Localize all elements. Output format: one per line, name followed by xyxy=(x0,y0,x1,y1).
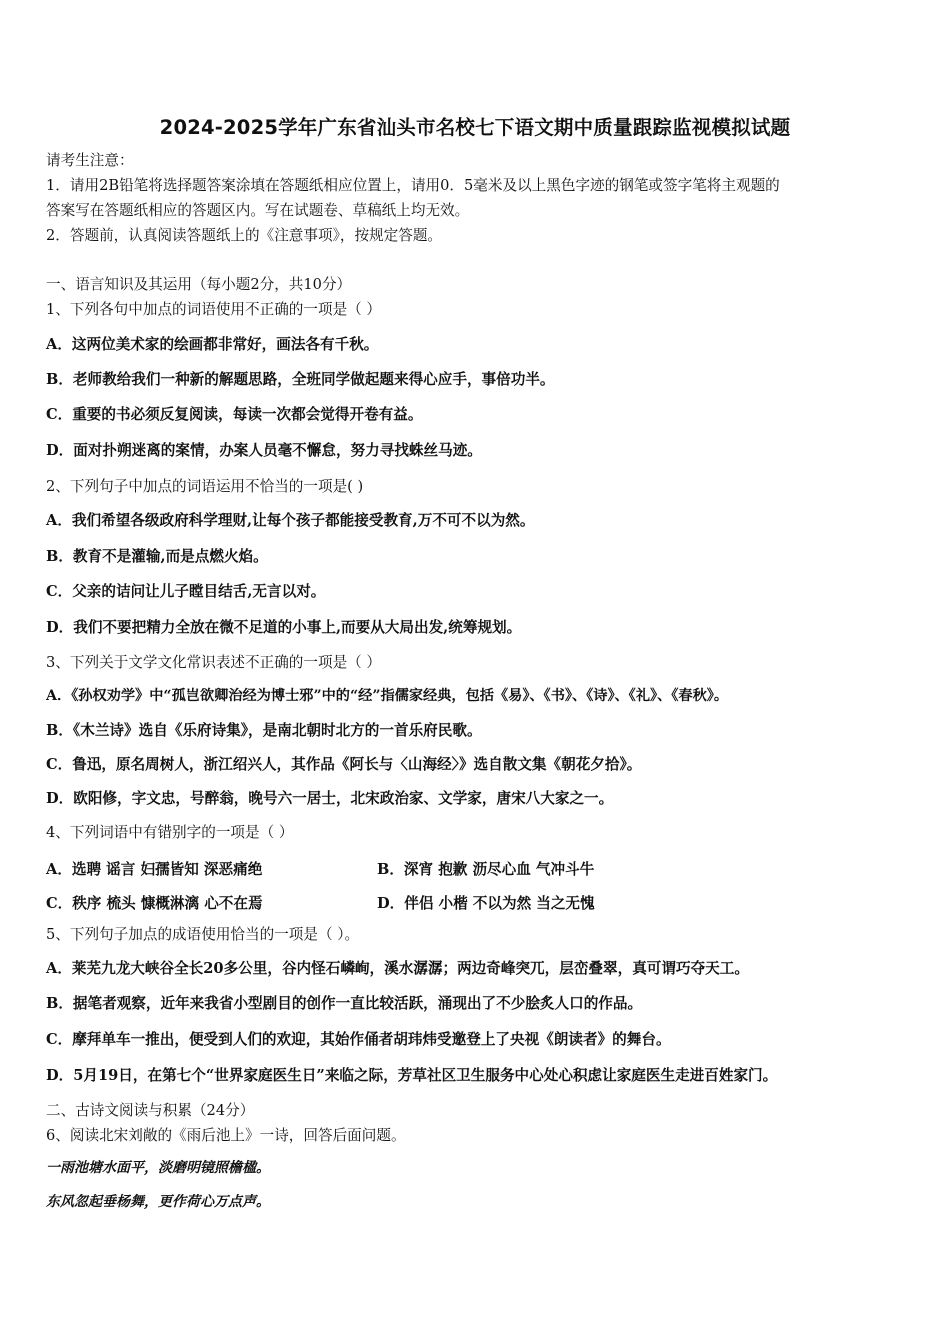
question-2-stem: 2、下列句子中加点的词语运用不恰当的一项是( ) xyxy=(46,478,364,495)
poem-line-2: 东风忽起垂杨舞，更作荷心万点声。 xyxy=(46,1194,270,1210)
question-5-stem: 5、下列句子加点的成语使用恰当的一项是（ ）。 xyxy=(46,926,360,943)
question-4-option-c: C．秩序 梳头 慷概淋漓 心不在焉 xyxy=(46,895,263,912)
question-1-option-a: A．这两位美术家的绘画都非常好，画法各有千秋。 xyxy=(46,336,379,353)
question-6-stem: 6、阅读北宋刘敞的《雨后池上》一诗，回答后面问题。 xyxy=(46,1127,406,1144)
question-4-stem: 4、下列词语中有错别字的一项是（ ） xyxy=(46,824,294,841)
notice-item-2: 2．答题前，认真阅读答题纸上的《注意事项》，按规定答题。 xyxy=(46,227,443,244)
question-3-option-c: C．鲁迅，原名周树人，浙江绍兴人，其作品《阿长与〈山海经〉》选自散文集《朝花夕拾》。 xyxy=(46,756,642,773)
question-3-option-a: A．《孙权劝学》中“孤岂欲卿治经为博士邪”中的“经”指儒家经典，包括《易》、《书》、《诗》、《礼》、《春秋》。 xyxy=(46,688,729,704)
question-5-option-c: C．摩拜单车一推出，便受到人们的欢迎，其始作俑者胡玮炜受邀登上了央视《朗读者》的舞台。 xyxy=(46,1031,671,1048)
question-5-option-b: B．据笔者观察，近年来我省小型剧目的创作一直比较活跃，涌现出了不少脍炙人口的作品。 xyxy=(46,995,643,1012)
notice-heading: 请考生注意： xyxy=(46,152,134,169)
notice-item-1-line-1: 1．请用2B铅笔将选择题答案涂填在答题纸相应位置上，请用0．5毫米及以上黑色字迹的钢笔或签字笔将主观题的 xyxy=(46,177,780,194)
question-3-option-d: D．欧阳修，字文忠，号醉翁，晚号六一居士，北宋政治家、文学家，唐宋八大家之一。 xyxy=(46,790,614,807)
question-3-stem: 3、下列关于文学文化常识表述不正确的一项是（ ） xyxy=(46,654,381,671)
section-1-heading: 一、语言知识及其运用（每小题2分，共10分） xyxy=(46,276,352,293)
poem-line-1: 一雨池塘水面平，淡磨明镜照檐楹。 xyxy=(46,1160,270,1176)
question-2-option-d: D．我们不要把精力全放在微不足道的小事上,而要从大局出发,统筹规划。 xyxy=(46,619,522,636)
question-1-option-b: B．老师教给我们一种新的解题思路，全班同学做起题来得心应手，事倍功半。 xyxy=(46,371,555,388)
question-1-option-c: C．重要的书必须反复阅读，每读一次都会觉得开卷有益。 xyxy=(46,406,423,423)
question-5-option-a: A．莱芜九龙大峡谷全长20多公里，谷内怪石嶙峋，溪水潺潺；两边奇峰突兀，层峦叠翠，真可谓巧夺天工。 xyxy=(46,960,749,977)
question-4-option-a: A．选聘 谣言 妇孺皆知 深恶痛绝 xyxy=(46,861,263,878)
question-2-option-b: B．教育不是灌输,而是点燃火焰。 xyxy=(46,548,268,565)
question-2-option-a: A．我们希望各级政府科学理财,让每个孩子都能接受教育,万不可不以为然。 xyxy=(46,512,535,529)
question-2-option-c: C．父亲的诘问让儿子瞠目结舌,无言以对。 xyxy=(46,583,326,600)
section-2-heading: 二、古诗文阅读与积累（24分） xyxy=(46,1102,255,1119)
page-title: 2024-2025学年广东省汕头市名校七下语文期中质量跟踪监视模拟试题 xyxy=(159,116,791,139)
question-4-option-d: D．伴侣 小楷 不以为然 当之无愧 xyxy=(377,895,595,912)
question-3-option-b: B．《木兰诗》选自《乐府诗集》，是南北朝时北方的一首乐府民歌。 xyxy=(46,722,482,739)
question-1-option-d: D．面对扑朔迷离的案情，办案人员毫不懈怠，努力寻找蛛丝马迹。 xyxy=(46,442,482,459)
question-5-option-d: D．5月19日，在第七个“世界家庭医生日”来临之际，芳草社区卫生服务中心处心积虑让家庭医生走进百姓家门。 xyxy=(46,1067,778,1084)
notice-item-1-line-2: 答案写在答题纸相应的答题区内。写在试题卷、草稿纸上均无效。 xyxy=(46,202,470,219)
question-1-stem: 1、下列各句中加点的词语使用不正确的一项是（ ） xyxy=(46,301,381,318)
question-4-option-b: B．深宵 抱歉 沥尽心血 气冲斗牛 xyxy=(377,861,595,878)
